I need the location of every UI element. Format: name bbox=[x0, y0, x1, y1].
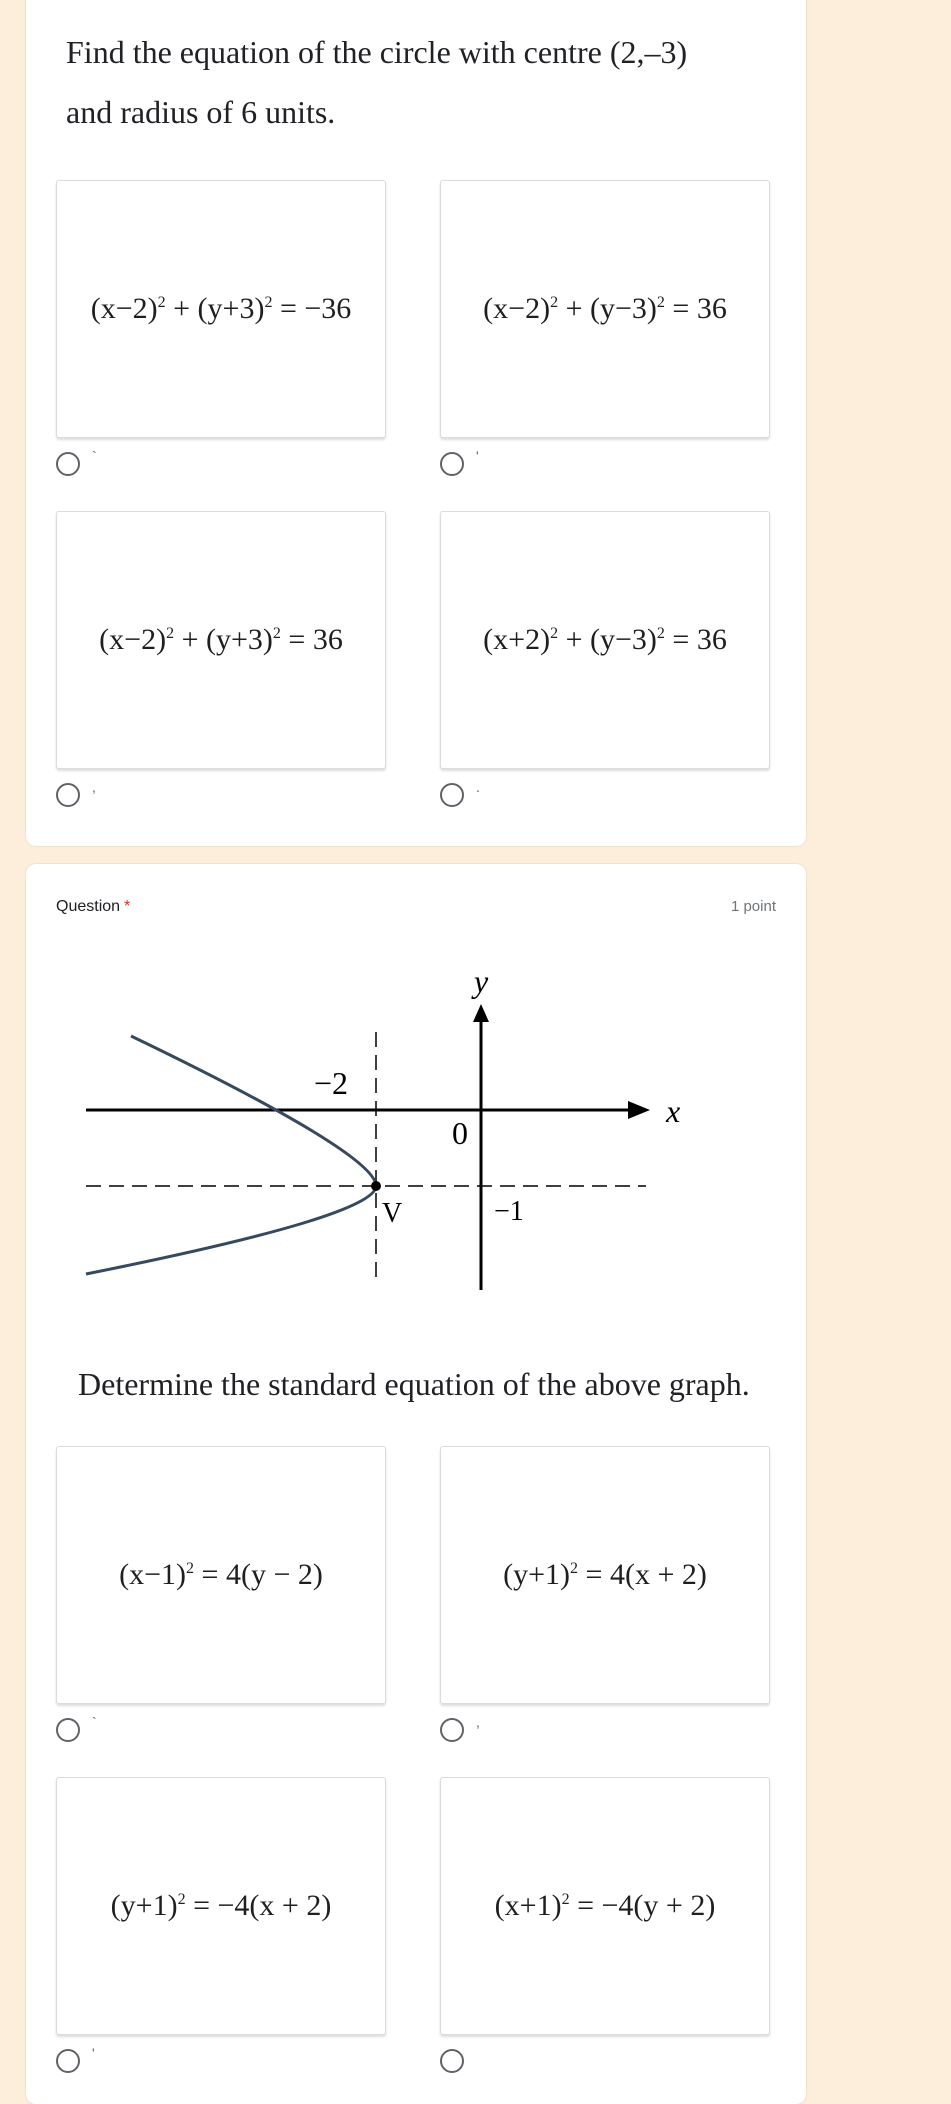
q1-option-1[interactable] bbox=[56, 180, 386, 438]
origin-label: 0 bbox=[452, 1115, 468, 1151]
vertex-label: V bbox=[382, 1198, 403, 1229]
parabola-graph bbox=[76, 954, 681, 1294]
q1-option-2[interactable] bbox=[440, 180, 770, 438]
q1-option-4[interactable] bbox=[440, 511, 770, 769]
parabola-curve-lower bbox=[86, 1186, 376, 1274]
q2-option-3-expression: $(y+1)^2 = -4(x + 2)$ bbox=[110, 1889, 332, 1922]
q2-option-2-radio-label: , bbox=[476, 1714, 480, 1730]
q2-option-4-expression: $(x+1)^2 = -4(y + 2)$ bbox=[494, 1889, 716, 1922]
q1-option-4-radio[interactable] bbox=[440, 783, 464, 807]
question-2-label: Question * bbox=[56, 898, 131, 915]
q2-option-3-radio-label: ' bbox=[92, 2045, 95, 2061]
q1-option-2-expression: $(x-2)^2 + (y-3)^2 = 36$ bbox=[483, 292, 727, 325]
question-2-points: 1 point bbox=[730, 898, 776, 915]
q2-option-3-radio[interactable] bbox=[56, 2049, 80, 2073]
q2-option-2-expression: $(y+1)^2 = 4(x + 2)$ bbox=[503, 1558, 707, 1591]
question-1-text-line-1: Find the equation of the circle with centre (2,–3) bbox=[66, 34, 688, 70]
q1-option-2-radio[interactable] bbox=[440, 452, 464, 476]
required-asterisk: * bbox=[124, 898, 131, 915]
vertex-point bbox=[371, 1181, 381, 1191]
q1-option-4-radio-label: . bbox=[476, 779, 480, 795]
q2-option-1-expression: $(x-1)^2 = 4(y - 2)$ bbox=[119, 1558, 323, 1591]
minus-one-label: −1 bbox=[494, 1196, 524, 1227]
question-1-text-line-2: and radius of 6 units. bbox=[66, 94, 336, 130]
question-2-text: Determine the standard equation of the above graph. bbox=[78, 1366, 750, 1402]
x-axis-arrow bbox=[628, 1101, 650, 1119]
question-card-2 bbox=[26, 864, 806, 2104]
q2-option-4[interactable] bbox=[440, 1777, 770, 2035]
q1-option-3-expression: $(x-2)^2 + (y+3)^2 = 36$ bbox=[99, 623, 343, 656]
q1-option-2-radio-label: ' bbox=[476, 448, 479, 464]
q1-option-3-radio[interactable] bbox=[56, 783, 80, 807]
q1-option-3[interactable] bbox=[56, 511, 386, 769]
x-axis-label: x bbox=[666, 1093, 681, 1129]
q2-option-1-radio-label: ` bbox=[92, 1714, 97, 1730]
q2-option-2[interactable] bbox=[440, 1446, 770, 1704]
minus-two-label: −2 bbox=[314, 1065, 349, 1101]
q1-option-3-radio-label: , bbox=[92, 779, 96, 795]
q1-option-1-radio-label: ` bbox=[92, 448, 97, 464]
q2-option-2-radio[interactable] bbox=[440, 1718, 464, 1742]
q2-option-1[interactable] bbox=[56, 1446, 386, 1704]
q2-option-1-radio[interactable] bbox=[56, 1718, 80, 1742]
q1-option-1-radio[interactable] bbox=[56, 452, 80, 476]
y-axis-arrow bbox=[473, 1004, 489, 1022]
y-axis-label: y bbox=[474, 963, 489, 999]
q2-option-3[interactable] bbox=[56, 1777, 386, 2035]
q1-option-4-expression: $(x+2)^2 + (y-3)^2 = 36$ bbox=[483, 623, 727, 656]
q2-option-4-radio[interactable] bbox=[440, 2049, 464, 2073]
question-card-1 bbox=[26, 0, 806, 846]
q1-option-1-expression: $(x-2)^2 + (y+3)^2 = -36$ bbox=[90, 292, 352, 325]
